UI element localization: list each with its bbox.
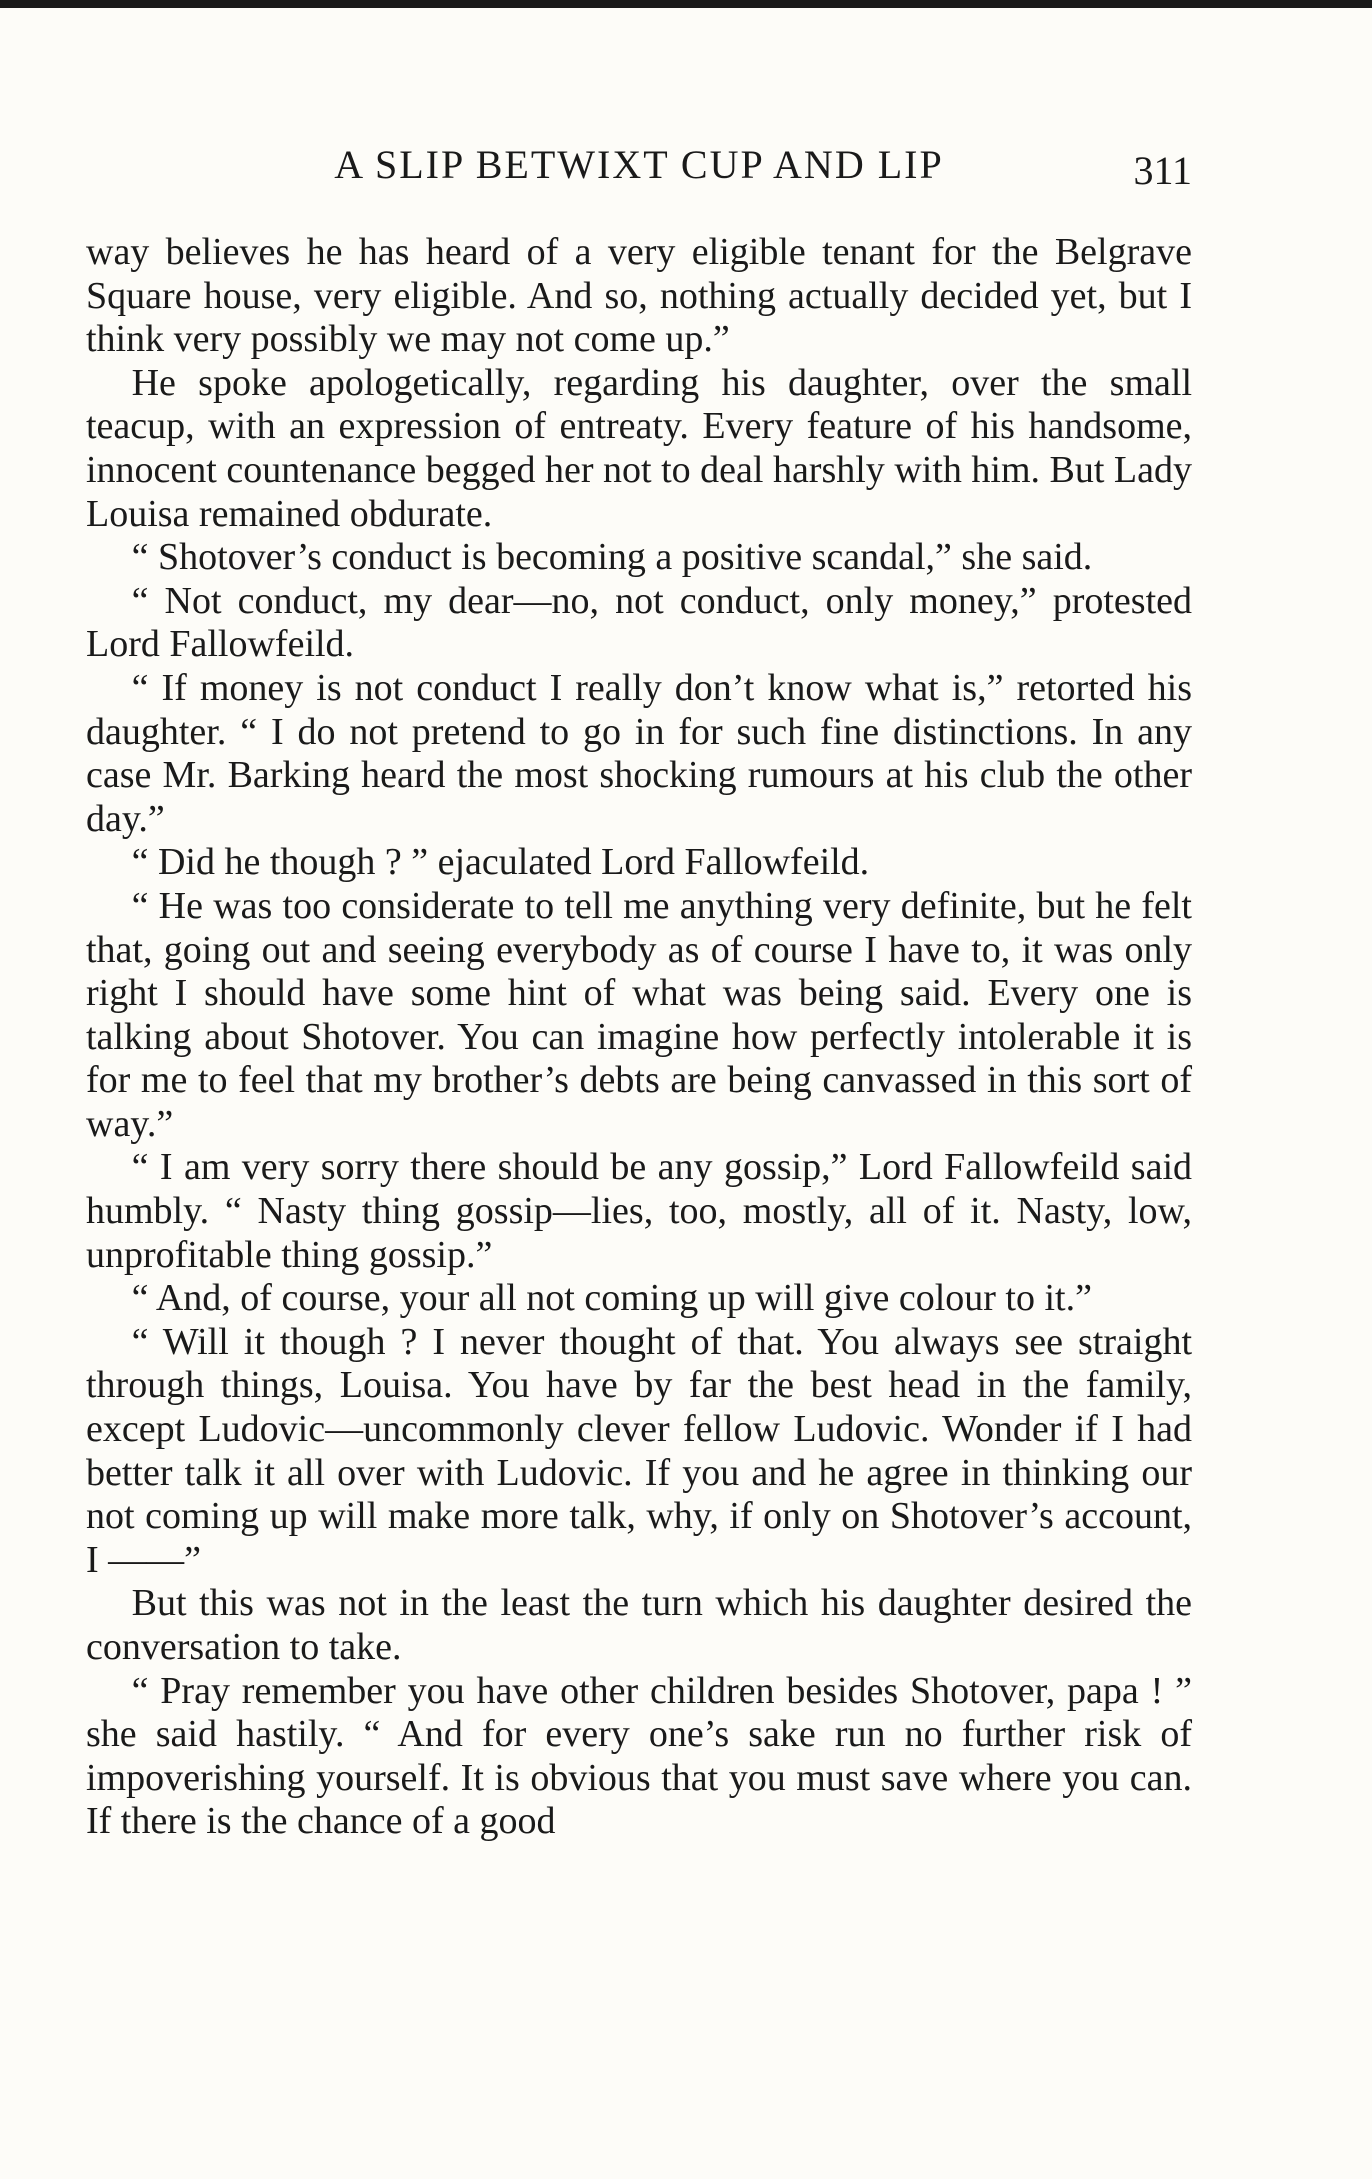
paragraph: “ Not conduct, my dear—no, not conduct, only money,” protested Lord Fallowfeild. [86, 579, 1192, 666]
paragraph: “ Will it though ? I never thought of that. You always see straight through things, Louisa. You have by far the best head in the family, except Ludovic—uncommonly clever fellow Ludovic. Wonder if I had better talk it all over with Ludovic. If you and he agree in thinking our not coming up will make more talk, why, if only on Shotover’s account, I ——” [86, 1320, 1192, 1581]
paragraph: “ Shotover’s conduct is becoming a positive scandal,” she said. [131, 536, 1093, 579]
body-text [86, 231, 1192, 1844]
paragraph: He spoke apologetically, regarding his daughter, over the small teacup, with an expression of entreaty. Every feature of his handsome, innocent countenance begged her not to deal harshly with him. But Lady Louisa remained obdurate. [86, 361, 1192, 535]
paragraph: “ If money is not conduct I really don’t know what is,” retorted his daughter. “ I do not pretend to go in for such fine distinctions. In any case Mr. Barking heard the most shocking rumours at his club the other day.” [86, 666, 1192, 840]
paragraph: “ Did he though ? ” ejaculated Lord Fallowfeild. [131, 841, 870, 884]
paragraph: “ I am very sorry there should be any gossip,” Lord Fallowfeild said humbly. “ Nasty thing gossip—lies, too, mostly, all of it. Nasty, low, unprofitable thing gossip.” [86, 1146, 1192, 1276]
paragraph: “ He was too considerate to tell me anything very definite, but he felt that, going out and seeing everybody as of course I have to, it was only right I should have some hint of what was being said. Every one is talking about Shotover. You can imagine how perfectly intolerable it is for me to feel that my brother’s debts are being canvassed in this sort of way.” [86, 884, 1192, 1145]
top-border-rule [0, 0, 1372, 8]
running-title: A SLIP BETWIXT CUP AND LIP [334, 142, 944, 187]
running-head [86, 140, 1192, 193]
paragraph: way believes he has heard of a very eligible tenant for the Belgrave Square house, very eligible. And so, nothing actually decided yet, but I think very possibly we may not come up.” [86, 231, 1192, 361]
paragraph: But this was not in the least the turn which his daughter desired the conversation to take. [86, 1582, 1192, 1668]
page-number: 311 [1133, 148, 1192, 193]
paragraph: “ Pray remember you have other children besides Shotover, papa ! ” she said hastily. “ And for every one’s sake run no further risk of impoverishing yourself. It is obvious that you must save where you can. If there is the chance of a good [86, 1669, 1192, 1843]
paragraph: “ And, of course, your all not coming up will give colour to it.” [131, 1277, 1092, 1320]
